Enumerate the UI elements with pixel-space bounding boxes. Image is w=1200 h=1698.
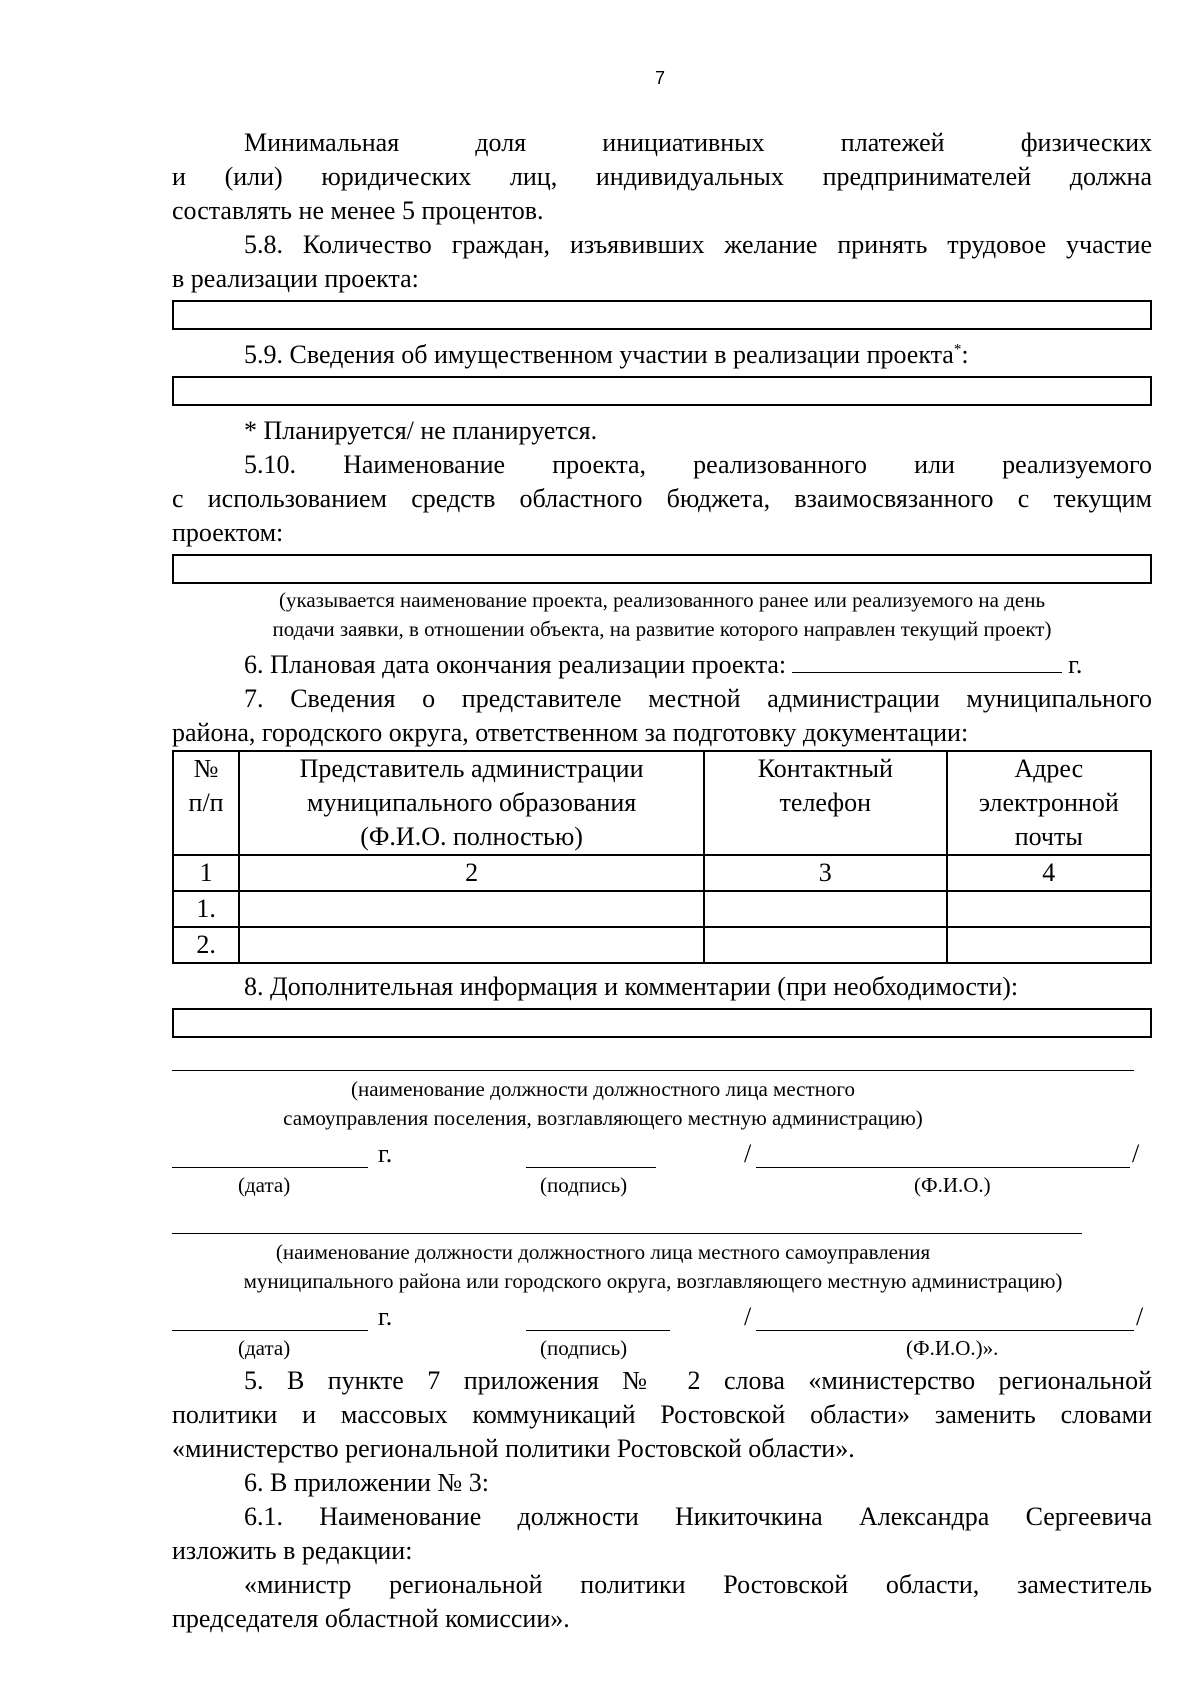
- amend-6-1-line1: 6.1. Наименование должности Никиточкина Александра Сергеевича: [244, 1502, 1152, 1531]
- signature-labels-1: [172, 1171, 1152, 1201]
- table-input-cell[interactable]: [239, 927, 704, 963]
- quote-line1: «министр региональной политики Ростовской области, заместитель: [244, 1570, 1152, 1599]
- col-header-email: [947, 751, 1151, 855]
- table-input-cell[interactable]: [704, 927, 946, 963]
- fio-field-2[interactable]: [756, 1300, 1134, 1331]
- signature-line-2: [172, 1300, 1152, 1334]
- amend-5-line1: 5. В пункте 7 приложения № 2 слова «министерство региональной: [244, 1366, 1152, 1395]
- min-share-line3: составлять не менее 5 процентов.: [172, 196, 544, 225]
- item-5-9-colon: :: [961, 340, 969, 369]
- header-line: Контактный: [757, 754, 893, 783]
- item-5-10-line2: с использованием средств областного бюджета, взаимосвязанного с текущим: [172, 484, 1152, 513]
- item-5-9: [172, 338, 1152, 372]
- header-line: №: [193, 754, 219, 783]
- position-note1-a: (наименование должности должностного лица местного: [350, 1077, 855, 1101]
- year-label-1: г.: [378, 1139, 393, 1168]
- amend-6: 6. В приложении № 3:: [244, 1468, 489, 1497]
- additional-info-field[interactable]: [172, 1008, 1152, 1038]
- header-line: (Ф.И.О. полностью): [360, 822, 583, 851]
- position-note2-a: (наименование должности должностного лица местного самоуправления: [275, 1240, 931, 1264]
- year-label-2: г.: [378, 1302, 393, 1331]
- page-number: 7: [654, 68, 665, 88]
- quote-line2: председателя областной комиссии».: [172, 1604, 570, 1633]
- col-header-number: [173, 751, 239, 855]
- col-header-phone: [704, 751, 946, 855]
- related-project-note2: подачи заявки, в отношении объекта, на развитие которого направлен текущий проект): [272, 617, 1052, 641]
- slash-open-1: /: [744, 1139, 752, 1168]
- slash-open-2: /: [744, 1302, 752, 1331]
- sign-label-2: (подпись): [540, 1336, 628, 1360]
- table-numbering-row: [173, 855, 1151, 891]
- table-input-cell[interactable]: [704, 891, 946, 927]
- item-7-line1: 7. Сведения о представителе местной администрации муниципального: [244, 684, 1152, 713]
- date-label-1: (дата): [238, 1173, 291, 1197]
- header-line: электронной: [978, 788, 1119, 817]
- sign-field-1[interactable]: [526, 1137, 656, 1168]
- table-row: [173, 891, 1151, 927]
- table-cell: 1.: [173, 891, 239, 927]
- item-8: 8. Дополнительная информация и комментарии (при необходимости):: [244, 972, 1019, 1001]
- header-line: почты: [1014, 822, 1083, 851]
- end-date-field[interactable]: [792, 646, 1062, 673]
- table-cell: 2: [239, 855, 704, 891]
- signature-labels-2: [172, 1334, 1152, 1364]
- item-7-line2: района, городского округа, ответственном за подготовку документации:: [172, 718, 969, 747]
- header-line: муниципального образования: [306, 788, 637, 817]
- item-5-9-text: 5.9. Сведения об имущественном участии в реализации проекта: [244, 340, 954, 369]
- labor-participants-field[interactable]: [172, 300, 1152, 330]
- table-input-cell[interactable]: [239, 891, 704, 927]
- header-line: телефон: [779, 788, 872, 817]
- related-project-note1: (указывается наименование проекта, реализованного ранее или реализуемого на день: [278, 588, 1046, 612]
- footnote-text: * Планируется/ не планируется.: [244, 416, 598, 445]
- amend-6-1-line2: изложить в редакции:: [172, 1536, 413, 1565]
- sign-field-2[interactable]: [526, 1300, 670, 1331]
- fio-label-1: (Ф.И.О.): [914, 1173, 991, 1197]
- date-field-1[interactable]: [172, 1137, 368, 1168]
- position-line-1[interactable]: [172, 1048, 1134, 1071]
- table-header-row: [173, 751, 1151, 855]
- header-line: Представитель администрации: [299, 754, 644, 783]
- header-line: п/п: [188, 788, 224, 817]
- item-6-year: г.: [1068, 650, 1083, 679]
- document-body: [172, 126, 1152, 1636]
- fio-label-2: (Ф.И.О.)».: [906, 1336, 999, 1360]
- item-5-8-line1: 5.8. Количество граждан, изъявивших желание принять трудовое участие: [244, 230, 1152, 259]
- header-line: Адрес: [1014, 754, 1084, 783]
- min-share-line2: и (или) юридических лиц, индивидуальных предпринимателей должна: [172, 162, 1152, 191]
- min-share-line1: Минимальная доля инициативных платежей физических: [244, 128, 1152, 157]
- signature-line-1: [172, 1137, 1152, 1171]
- sign-label-1: (подпись): [540, 1173, 628, 1197]
- item-5-8-line2: в реализации проекта:: [172, 264, 419, 293]
- item-5-10-line3: проектом:: [172, 518, 284, 547]
- table-cell: 2.: [173, 927, 239, 963]
- position-note1-b: самоуправления поселения, возглавляющего местную администрацию): [283, 1106, 923, 1130]
- date-label-2: (дата): [238, 1336, 291, 1360]
- position-note2-b: муниципального района или городского округа, возглавляющего местную администрацию): [243, 1269, 1063, 1293]
- table-cell: 3: [704, 855, 946, 891]
- table-row: [173, 927, 1151, 963]
- table-input-cell[interactable]: [947, 927, 1151, 963]
- item-6: [172, 646, 1152, 682]
- date-field-2[interactable]: [172, 1300, 368, 1331]
- slash-close-1: /: [1132, 1139, 1140, 1168]
- table-cell: 4: [947, 855, 1151, 891]
- slash-close-2: /: [1136, 1302, 1144, 1331]
- amend-5-line2: политики и массовых коммуникаций Ростовской области» заменить словами: [172, 1400, 1152, 1429]
- position-line-2[interactable]: [172, 1211, 1082, 1234]
- footnote-marker: *: [953, 341, 962, 358]
- item-6-text: 6. Плановая дата окончания реализации проекта:: [244, 650, 787, 679]
- amend-5-line3: «министерство региональной политики Ростовской области».: [172, 1434, 855, 1463]
- representative-table: [172, 750, 1152, 964]
- fio-field-1[interactable]: [756, 1137, 1130, 1168]
- related-project-field[interactable]: [172, 554, 1152, 584]
- property-participation-field[interactable]: [172, 376, 1152, 406]
- table-cell: 1: [173, 855, 239, 891]
- col-header-representative: [239, 751, 704, 855]
- item-5-10-line1: 5.10. Наименование проекта, реализованного или реализуемого: [244, 450, 1152, 479]
- table-input-cell[interactable]: [947, 891, 1151, 927]
